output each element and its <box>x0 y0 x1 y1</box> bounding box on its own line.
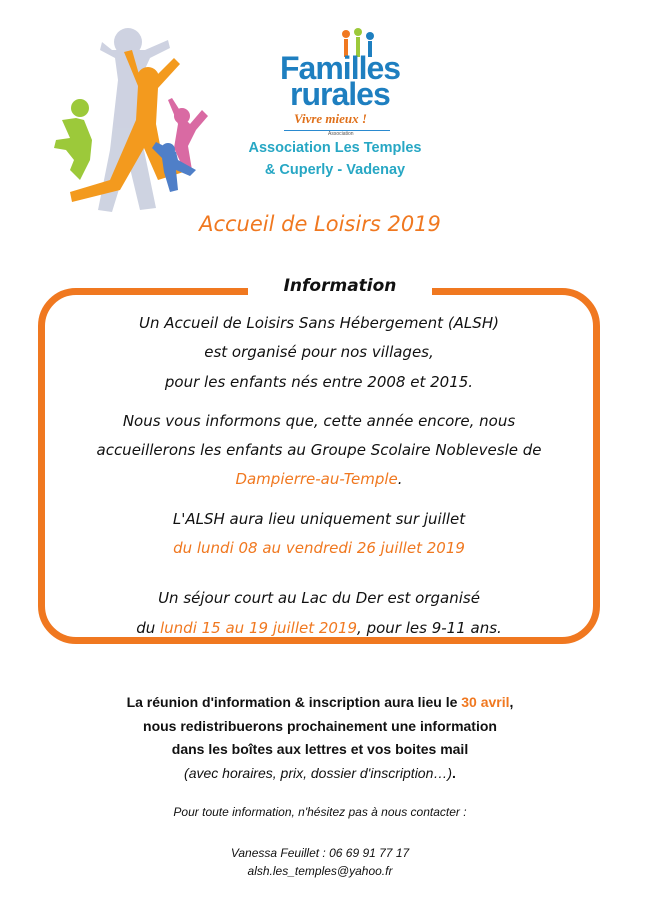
frame-text-line: Un Accueil de Loisirs Sans Hébergement (ALSH) <box>139 314 499 332</box>
logo-subtext: Association <box>328 131 354 137</box>
frame-text-line: accueillerons les enfants au Groupe Scolaire Noblevesle de <box>96 441 542 459</box>
logo-text-rurales: rurales <box>290 76 390 112</box>
place-name: Dampierre-au-Temple <box>235 470 398 488</box>
sejour-dates-line <box>44 619 594 637</box>
logo-text-familles: Familles <box>280 50 401 86</box>
association-line-2: & Cuperly - Vadenay <box>264 162 406 178</box>
info-line: nous redistribuerons prochainement une information <box>143 718 497 734</box>
page-title: Accueil de Loisirs 2019 <box>199 212 441 236</box>
frame-heading: Information <box>248 272 432 300</box>
sejour-prefix: du <box>136 619 160 637</box>
meeting-prefix: La réunion d'information & inscription aura lieu le <box>126 694 462 710</box>
frame-text-line: est organisé pour nos villages, <box>204 343 434 361</box>
meeting-info-line <box>0 694 640 710</box>
frame-text-line: Un séjour court au Lac du Der est organisé <box>158 589 480 607</box>
meeting-date: 30 avril <box>461 694 510 710</box>
sejour-suffix: , pour les 9-11 ans. <box>357 619 502 637</box>
sejour-dates: lundi 15 au 19 juillet 2019 <box>160 619 358 637</box>
frame-text-line: Nous vous informons que, cette année encore, nous <box>122 412 516 430</box>
place-period: . <box>397 470 403 488</box>
info-details-line <box>0 765 640 781</box>
jumping-children-illustration <box>40 20 240 240</box>
association-line-1: Association Les Temples <box>248 140 422 156</box>
familles-rurales-logo <box>276 28 406 138</box>
logo-tagline: Vivre mieux ! <box>294 111 367 126</box>
contact-email[interactable]: alsh.les_temples@yahoo.fr <box>247 864 393 878</box>
info-details-end: . <box>452 765 456 781</box>
frame-text-line: pour les enfants nés entre 2008 et 2015. <box>164 373 474 391</box>
contact-phone: Vanessa Feuillet : 06 69 91 77 17 <box>230 846 410 860</box>
info-line: dans les boîtes aux lettres et vos boites mail <box>171 741 469 757</box>
frame-text-place-line <box>44 470 594 488</box>
meeting-suffix: , <box>509 694 514 710</box>
contact-intro: Pour toute information, n'hésitez pas à nous contacter : <box>173 805 467 819</box>
info-details: (avec horaires, prix, dossier d'inscription…) <box>184 765 453 781</box>
alsh-dates: du lundi 08 au vendredi 26 juillet 2019 <box>173 539 465 557</box>
association-name <box>200 137 470 181</box>
frame-text-line: L'ALSH aura lieu uniquement sur juillet <box>172 510 466 528</box>
